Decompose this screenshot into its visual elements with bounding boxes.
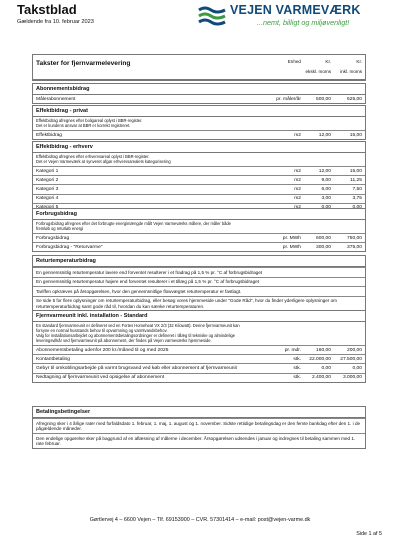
wave-logo-icon xyxy=(197,4,227,28)
row-label: Kategori 2 xyxy=(36,177,59,183)
description-line: fremløb og returløb energi xyxy=(36,226,84,231)
tariff-title: Takster for fjernvarmelevering xyxy=(36,60,131,67)
description-line: Det er kundens ansvar at BBR er korrekt registreret. xyxy=(36,123,131,128)
row-price-inc: 625,00 xyxy=(347,96,362,102)
row-price-inc: 0,00 xyxy=(352,365,362,371)
table-row xyxy=(33,194,365,203)
page-number: Side 1 af 5 xyxy=(356,531,382,537)
row-unit: m2 xyxy=(294,168,301,174)
row-label: Kategori 3 xyxy=(36,186,59,192)
section-installation xyxy=(32,310,366,383)
row-price-ex: 22.000,00 xyxy=(309,356,331,362)
table-row xyxy=(33,166,365,175)
section-title: Forbrugsbidrag xyxy=(33,209,365,220)
row-label: Forbrugsbidrag - "Returvarme" xyxy=(36,244,103,250)
section-description xyxy=(33,153,365,166)
row-price-ex: 2.400,00 xyxy=(311,375,331,381)
row-price-ex: 0,00 xyxy=(321,365,331,371)
section-abonnement xyxy=(32,83,366,104)
text-row: Se side 5 for flere oplysninger om returtemperaturbidrag, eller besøg vores hjemmeside under "Gode Råd", hvor du finder yderligere oplysninger om returtemperaturbidrag samt gode råd til, hvordan du kan sænke returtemperaturen. xyxy=(33,296,365,311)
section-title: Abonnementsbidrag xyxy=(33,84,365,95)
table-row xyxy=(33,95,365,103)
row-price-inc: 3.000,00 xyxy=(342,375,362,381)
row-list xyxy=(33,95,365,103)
table-row xyxy=(33,175,365,184)
description-line: En standard fjernvarmeunit er defineret ved en Fortes Homeheat VX 2/3 (32 Kilowatt). Denne fjernvarmeunit kan xyxy=(36,323,240,328)
section-title: Betalingsbetingelser xyxy=(33,407,365,418)
section-description xyxy=(33,322,365,345)
row-price-inc: 11,25 xyxy=(350,177,362,183)
row-price-ex: 600,00 xyxy=(316,235,331,241)
row-price-ex: 9,00 xyxy=(321,177,331,183)
section-title: Returtemperaturbidrag xyxy=(33,256,365,267)
logo-name: VEJEN VARMEVÆRK xyxy=(230,3,361,17)
row-price-ex: 12,00 xyxy=(318,168,331,174)
section-title: Effektbidrag - privat xyxy=(33,106,365,117)
row-unit: m2 xyxy=(294,132,301,138)
description-line: Valg for installationsarbejdet og abonnementsbetalingsordninger er defineret i tillæg til tekniske og almindelige xyxy=(36,333,236,338)
row-price-inc: 750,00 xyxy=(347,235,362,241)
row-unit: m2 xyxy=(294,186,301,192)
row-price-inc: 15,00 xyxy=(349,168,362,174)
description-line: Effektbidrag afregnes efter erhvervsareal oplyst i BBR-register. xyxy=(36,154,150,159)
row-price-ex: 500,00 xyxy=(316,96,331,102)
text-row: Den endelige opgørelse sker på baggrund af en aflæsning af målerne i december. Årsopgørelsen udsendes i januar og indregnes til betaling sammen med 1. rate februar. xyxy=(33,433,365,448)
row-label: Forbrugsbidrag xyxy=(36,235,70,241)
row-price-ex: 160,00 xyxy=(316,347,331,353)
description-line: forsyne en normal husstands behov til opvarmning og varmtvandsbehov. xyxy=(36,328,168,333)
row-unit: stk. xyxy=(293,365,301,371)
row-price-ex: 300,00 xyxy=(316,244,331,250)
description-line: Effektbidrag afregnes efter boligareal oplyst i BBR-register. xyxy=(36,118,143,123)
row-label: Kontantbetaling xyxy=(36,356,70,362)
section-forbrug xyxy=(32,208,366,252)
row-price-inc: 7,50 xyxy=(352,186,362,192)
table-row xyxy=(33,373,365,382)
page-title: Takstblad xyxy=(17,2,77,17)
row-label: Kategori 1 xyxy=(36,168,59,174)
footer-address: Gørtlervej 4 – 6600 Vejen – Tlf. 69153900 – CVR. 57301414 – e-mail: post@vejen-varme.dk xyxy=(89,517,311,523)
section-returtemperatur xyxy=(32,255,366,312)
table-row xyxy=(33,345,365,354)
section-effekt-privat xyxy=(32,105,366,140)
row-unit: pr. MWh xyxy=(282,235,301,241)
table-row xyxy=(33,354,365,363)
row-label: Effektbidrag xyxy=(36,132,63,138)
description-line: leveringsvilkår ved fjernvarmeunit på abonnement, der findes på Vejen varmeværks hjemmeside. xyxy=(36,338,212,343)
section-effekt-erhverv xyxy=(32,141,366,213)
text-row: Tariffen opkræves på årsopgørelsen, hvor den gennemsnitlige flowvægtet returtemperatur er fastlagt. xyxy=(33,286,365,296)
row-unit: pr. mdr. xyxy=(284,347,301,353)
row-unit: m2 xyxy=(294,196,301,202)
col-unit-header: Enhed xyxy=(287,59,301,64)
row-price-inc: 375,00 xyxy=(347,244,362,250)
section-betaling xyxy=(32,406,366,449)
col-kr-inc-header: Kr. xyxy=(356,59,362,64)
row-price-inc: 15,00 xyxy=(349,132,362,138)
text-row: En gennemsnitlig returtemperatur lavere end forventet resulterer i et fradrag på 1,5 % pr. °C af forbrugsbidraget xyxy=(33,267,365,277)
col-kr-ex-header: Kr. xyxy=(325,59,331,64)
section-title: Effektbidrag - erhverv xyxy=(33,142,365,153)
row-price-ex: 6,00 xyxy=(321,186,331,192)
table-row xyxy=(33,363,365,372)
row-label: Nedtagning af fjernvarmeunit ved opsigelse af abonnement xyxy=(36,375,165,381)
col-ex-moms-header: ekskl. moms xyxy=(305,69,331,74)
row-unit: m2 xyxy=(294,177,301,183)
row-unit: pr. MWh xyxy=(282,244,301,250)
section-title: Fjernvarmeunit inkl. installation - Standard xyxy=(33,311,365,322)
text-row: En gennemsnitlig returtemperatur højere end forventet resulterer i et tillæg på 1,5 % pr. °C af forbrugsbidraget xyxy=(33,277,365,287)
section-description xyxy=(33,220,365,233)
tariff-header xyxy=(32,54,366,81)
row-label: Abonnementsbetaling udenfor 200 kr./måned til og med 2025 xyxy=(36,347,169,353)
row-price-inc: 200,00 xyxy=(347,347,362,353)
row-price-inc: 3,75 xyxy=(352,196,362,202)
row-unit: stk. xyxy=(293,375,301,381)
table-row xyxy=(33,233,365,242)
logo-tagline: ...nemt, billigt og miljøvenligt! xyxy=(257,18,350,27)
section-description xyxy=(33,117,365,130)
table-row xyxy=(33,242,365,251)
row-unit: stk. xyxy=(293,356,301,362)
row-price-ex: 3,00 xyxy=(321,196,331,202)
table-row xyxy=(33,184,365,193)
text-row: Afregning sker i 4 årlige rater med forfaldsdato 1. februar, 1. maj, 1. august og 1. november. Sidste rettidige betalingsdag er den femte bankdag efter den 1. i de pågældende måneder. xyxy=(33,418,365,433)
row-label: Kategori 4 xyxy=(36,196,59,202)
description-line: Forbrugsbidrag afregnes efter det forbrugte energimængde målt Vejen Varmeværks målere, der måler både xyxy=(36,221,231,226)
valid-from-date: Gældende fra 10. februar 2023 xyxy=(17,19,94,25)
row-price-ex: 12,00 xyxy=(318,132,331,138)
col-inc-moms-header: inkl. moms xyxy=(340,69,362,74)
table-row xyxy=(33,130,365,139)
row-price-inc: 27.500,00 xyxy=(340,356,362,362)
row-unit: pr. måler/år xyxy=(276,96,301,102)
company-logo xyxy=(197,3,383,31)
row-label: Målerabonnement xyxy=(36,96,76,102)
row-label: Gebyr til omkoblingsarbejde på varmt brugsvand ved køb eller abonnement af fjernvarmeunit xyxy=(36,365,237,371)
description-line: Det er Vejen Varmeværk at synveret afgør erhvervsarealets kategorisering xyxy=(36,159,171,164)
